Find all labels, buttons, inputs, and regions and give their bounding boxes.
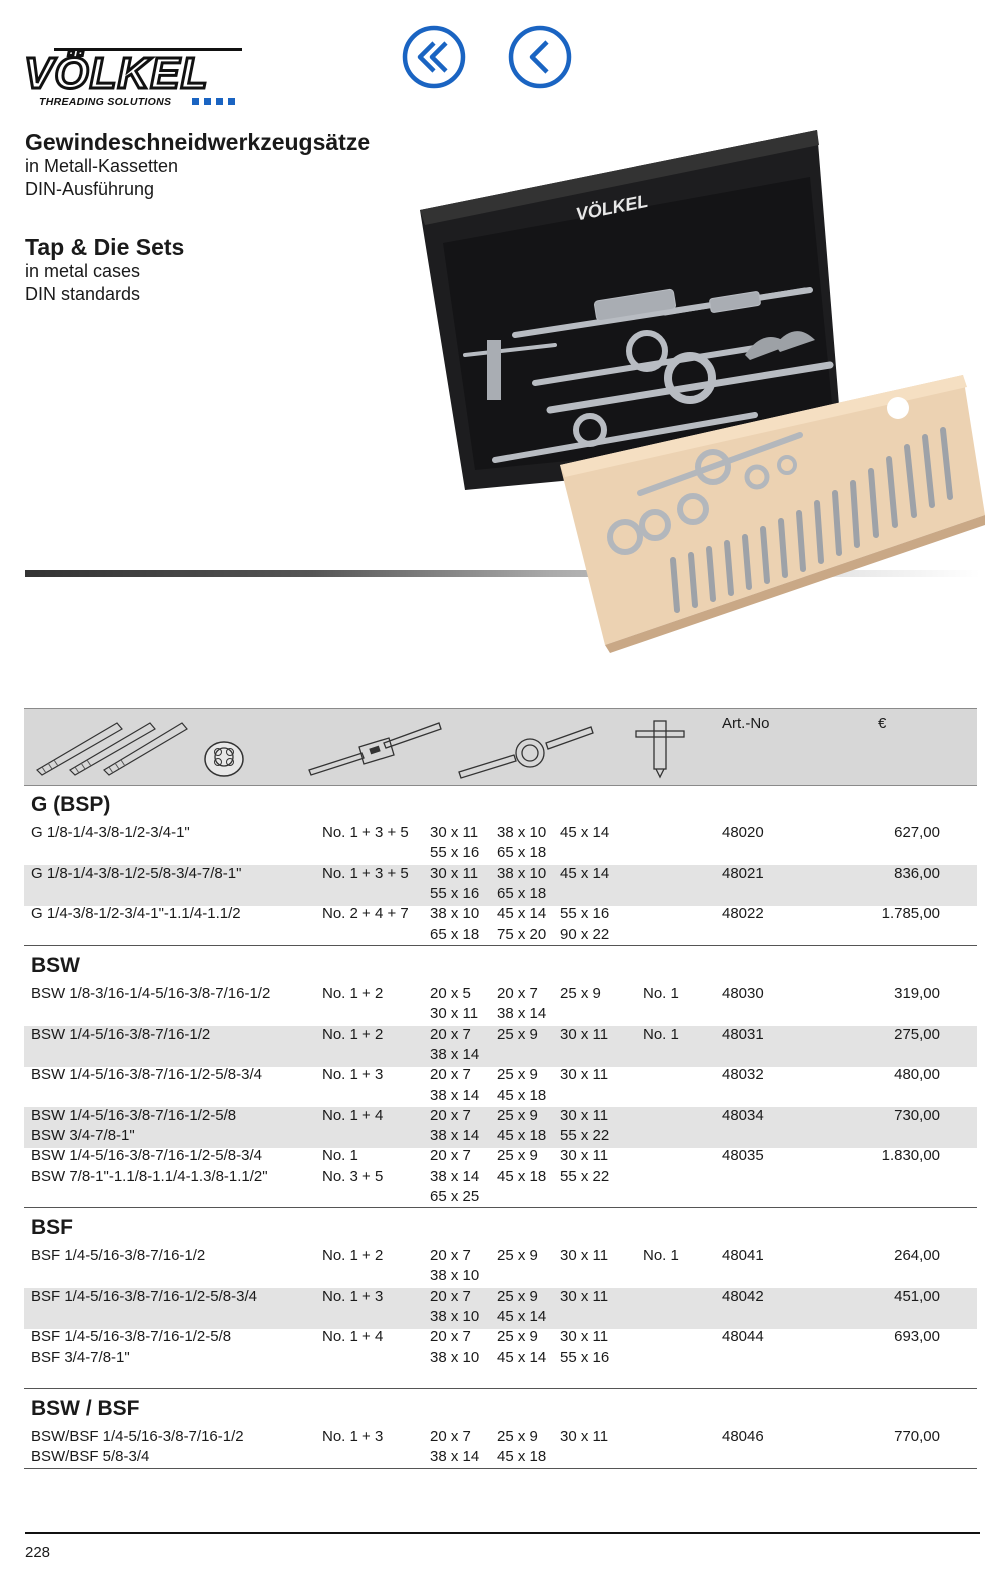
t-handle-number: No. 1	[643, 1247, 679, 1264]
die-dimension: 20 x 7	[430, 1025, 471, 1043]
price: 730,00	[894, 1106, 940, 1124]
article-number: 48044	[722, 1328, 764, 1346]
thread-sizes: BSW 7/8-1"-1.1/8-1.1/4-1.3/8-1.1/2"	[31, 1167, 268, 1185]
section-title: BSW / BSF	[31, 1397, 140, 1420]
die-dimension: 30 x 11	[430, 824, 479, 841]
thread-sizes: G 1/8-1/4-3/8-1/2-5/8-3/4-7/8-1"	[31, 864, 242, 882]
article-number: 48042	[722, 1287, 764, 1305]
thread-sizes: BSW 3/4-7/8-1"	[31, 1127, 135, 1145]
thread-sizes: BSF 1/4-5/16-3/8-7/16-1/2	[31, 1247, 206, 1264]
die-dimension: 30 x 11	[560, 1428, 609, 1445]
article-number: 48021	[722, 864, 764, 882]
price: 451,00	[894, 1287, 940, 1305]
price: 627,00	[894, 824, 940, 841]
article-number: 48020	[722, 824, 764, 841]
tap-wrench-numbers: No. 1 + 3	[322, 1066, 384, 1084]
die-dimension: 45 x 18	[497, 1127, 547, 1145]
die-dimension: 25 x 9	[497, 1025, 538, 1043]
die-dimension: 38 x 10	[430, 905, 480, 923]
section-title: BSW	[31, 954, 80, 977]
die-dimension: 30 x 11	[430, 1005, 479, 1023]
die-dimension: 65 x 18	[430, 925, 480, 943]
thread-sizes: G 1/4-3/8-1/2-3/4-1"-1.1/4-1.1/2	[31, 905, 241, 923]
die-dimension: 30 x 11	[560, 1247, 609, 1264]
die-dimension: 65 x 25	[430, 1188, 480, 1205]
logo-tagline: THREADING SOLUTIONS	[39, 96, 172, 108]
article-number: 48046	[722, 1428, 764, 1445]
die-dimension: 38 x 14	[430, 1448, 480, 1466]
die-dimension: 45 x 18	[497, 1448, 547, 1466]
die-dimension: 20 x 7	[430, 1428, 471, 1445]
die-dimension: 55 x 16	[430, 884, 480, 902]
die-dimension: 55 x 22	[560, 1167, 610, 1185]
die-dimension: 38 x 14	[497, 1005, 547, 1023]
tap-wrench-numbers: No. 3 + 5	[322, 1167, 384, 1185]
die-dimension: 55 x 22	[560, 1127, 610, 1145]
price: 275,00	[894, 1025, 940, 1043]
header-price: €	[878, 715, 887, 732]
price: 1.785,00	[881, 905, 940, 923]
die-dimension: 38 x 10	[430, 1348, 480, 1366]
logo-wordmark: VÖLKEL	[24, 49, 209, 98]
thread-sizes: BSF 3/4-7/8-1"	[31, 1348, 130, 1366]
die-dimension: 20 x 7	[430, 1247, 471, 1264]
subtitle-german-2: DIN-Ausführung	[25, 179, 155, 199]
die-dimension: 45 x 14	[497, 1307, 547, 1325]
title-german: Gewindeschneidwerkzeugsätze	[25, 129, 371, 155]
price: 693,00	[894, 1328, 940, 1346]
article-number: 48035	[722, 1147, 764, 1165]
die-dimension: 20 x 5	[430, 985, 471, 1002]
tap-wrench-numbers: No. 1	[322, 1147, 358, 1165]
die-dimension: 38 x 10	[497, 864, 547, 882]
die-dimension: 20 x 7	[430, 1106, 471, 1124]
die-dimension: 90 x 22	[560, 925, 610, 943]
thread-sizes: BSW 1/4-5/16-3/8-7/16-1/2-5/8	[31, 1106, 237, 1124]
die-dimension: 30 x 11	[560, 1328, 609, 1346]
page-number: 228	[25, 1544, 51, 1561]
tap-wrench-numbers: No. 1 + 3 + 5	[322, 864, 409, 882]
thread-sizes: BSW 1/8-3/16-1/4-5/16-3/8-7/16-1/2	[31, 985, 271, 1002]
die-dimension: 30 x 11	[430, 864, 479, 882]
die-dimension: 20 x 7	[430, 1066, 471, 1084]
thread-sizes: BSW 1/4-5/16-3/8-7/16-1/2-5/8-3/4	[31, 1066, 262, 1084]
t-handle-number: No. 1	[643, 985, 679, 1002]
die-dimension: 65 x 18	[497, 844, 547, 862]
article-number: 48034	[722, 1106, 764, 1124]
die-dimension: 38 x 10	[430, 1307, 480, 1325]
die-dimension: 45 x 14	[560, 864, 610, 882]
tap-wrench-numbers: No. 2 + 4 + 7	[322, 905, 409, 923]
subtitle-german-1: in Metall-Kassetten	[25, 156, 179, 176]
die-dimension: 55 x 16	[560, 1348, 610, 1366]
t-handle-number: No. 1	[643, 1025, 679, 1043]
section-separator	[24, 1388, 977, 1389]
die-dimension: 30 x 11	[560, 1287, 609, 1305]
thread-sizes: BSF 1/4-5/16-3/8-7/16-1/2-5/8	[31, 1328, 232, 1346]
die-dimension: 38 x 14	[430, 1086, 480, 1104]
die-dimension: 20 x 7	[497, 985, 538, 1002]
thread-sizes: BSW/BSF 5/8-3/4	[31, 1448, 150, 1466]
die-dimension: 30 x 11	[560, 1066, 609, 1084]
thread-sizes: BSF 1/4-5/16-3/8-7/16-1/2-5/8-3/4	[31, 1287, 257, 1305]
article-number: 48032	[722, 1066, 764, 1084]
die-dimension: 30 x 11	[560, 1025, 609, 1043]
thread-sizes: BSW 1/4-5/16-3/8-7/16-1/2-5/8-3/4	[31, 1147, 262, 1165]
section-title: BSF	[31, 1216, 73, 1239]
die-dimension: 45 x 14	[497, 1348, 547, 1366]
tap-wrench-numbers: No. 1 + 2	[322, 985, 384, 1002]
die-dimension: 38 x 14	[430, 1045, 480, 1063]
die-dimension: 45 x 18	[497, 1167, 547, 1185]
section-title: G (BSP)	[31, 793, 111, 816]
die-dimension: 30 x 11	[560, 1106, 609, 1124]
thread-sizes: G 1/8-1/4-3/8-1/2-3/4-1"	[31, 824, 190, 841]
die-dimension: 65 x 18	[497, 884, 547, 902]
die-dimension: 25 x 9	[497, 1428, 538, 1445]
section-separator	[24, 1207, 977, 1208]
subtitle-english-1: in metal cases	[25, 261, 141, 281]
header-art-no: Art.-No	[722, 715, 770, 732]
tap-wrench-numbers: No. 1 + 4	[322, 1328, 384, 1346]
tap-wrench-numbers: No. 1 + 2	[322, 1247, 384, 1264]
section-separator	[24, 945, 977, 946]
die-dimension: 45 x 14	[497, 905, 547, 923]
tap-wrench-numbers: No. 1 + 3	[322, 1287, 384, 1305]
tap-wrench-numbers: No. 1 + 2	[322, 1025, 384, 1043]
subtitle-english-2: DIN standards	[25, 284, 141, 304]
die-dimension: 30 x 11	[560, 1147, 609, 1165]
tap-wrench-numbers: No. 1 + 3 + 5	[322, 824, 409, 841]
die-dimension: 45 x 14	[560, 824, 610, 841]
die-dimension: 55 x 16	[430, 844, 480, 862]
thread-sizes: BSW/BSF 1/4-5/16-3/8-7/16-1/2	[31, 1428, 244, 1445]
die-dimension: 20 x 7	[430, 1328, 471, 1346]
die-dimension: 25 x 9	[497, 1066, 538, 1084]
tap-wrench-numbers: No. 1 + 3	[322, 1428, 384, 1445]
price: 264,00	[894, 1247, 940, 1264]
price: 1.830,00	[881, 1147, 940, 1165]
die-dimension: 45 x 18	[497, 1086, 547, 1104]
die-dimension: 25 x 9	[497, 1287, 538, 1305]
case-logo: VÖLKEL	[574, 190, 650, 225]
die-dimension: 38 x 10	[497, 824, 547, 841]
price: 770,00	[894, 1428, 940, 1445]
tap-wrench-numbers: No. 1 + 4	[322, 1106, 384, 1124]
die-dimension: 20 x 7	[430, 1287, 471, 1305]
die-dimension: 38 x 14	[430, 1127, 480, 1145]
die-dimension: 38 x 10	[430, 1267, 480, 1285]
price: 480,00	[894, 1066, 940, 1084]
footer-line	[25, 1532, 980, 1534]
price: 319,00	[894, 985, 940, 1002]
article-number: 48031	[722, 1025, 764, 1043]
section-separator	[24, 1468, 977, 1469]
price: 836,00	[894, 864, 940, 882]
article-number: 48030	[722, 985, 764, 1002]
die-dimension: 25 x 9	[497, 1247, 538, 1264]
die-dimension: 25 x 9	[560, 985, 601, 1002]
die-dimension: 25 x 9	[497, 1106, 538, 1124]
die-dimension: 75 x 20	[497, 925, 547, 943]
thread-sizes: BSW 1/4-5/16-3/8-7/16-1/2	[31, 1025, 211, 1043]
title-english: Tap & Die Sets	[25, 234, 185, 260]
article-number: 48022	[722, 905, 764, 923]
article-number: 48041	[722, 1247, 764, 1264]
die-dimension: 25 x 9	[497, 1328, 538, 1346]
die-dimension: 55 x 16	[560, 905, 610, 923]
die-dimension: 25 x 9	[497, 1147, 538, 1165]
die-dimension: 38 x 14	[430, 1167, 480, 1185]
die-dimension: 20 x 7	[430, 1147, 471, 1165]
